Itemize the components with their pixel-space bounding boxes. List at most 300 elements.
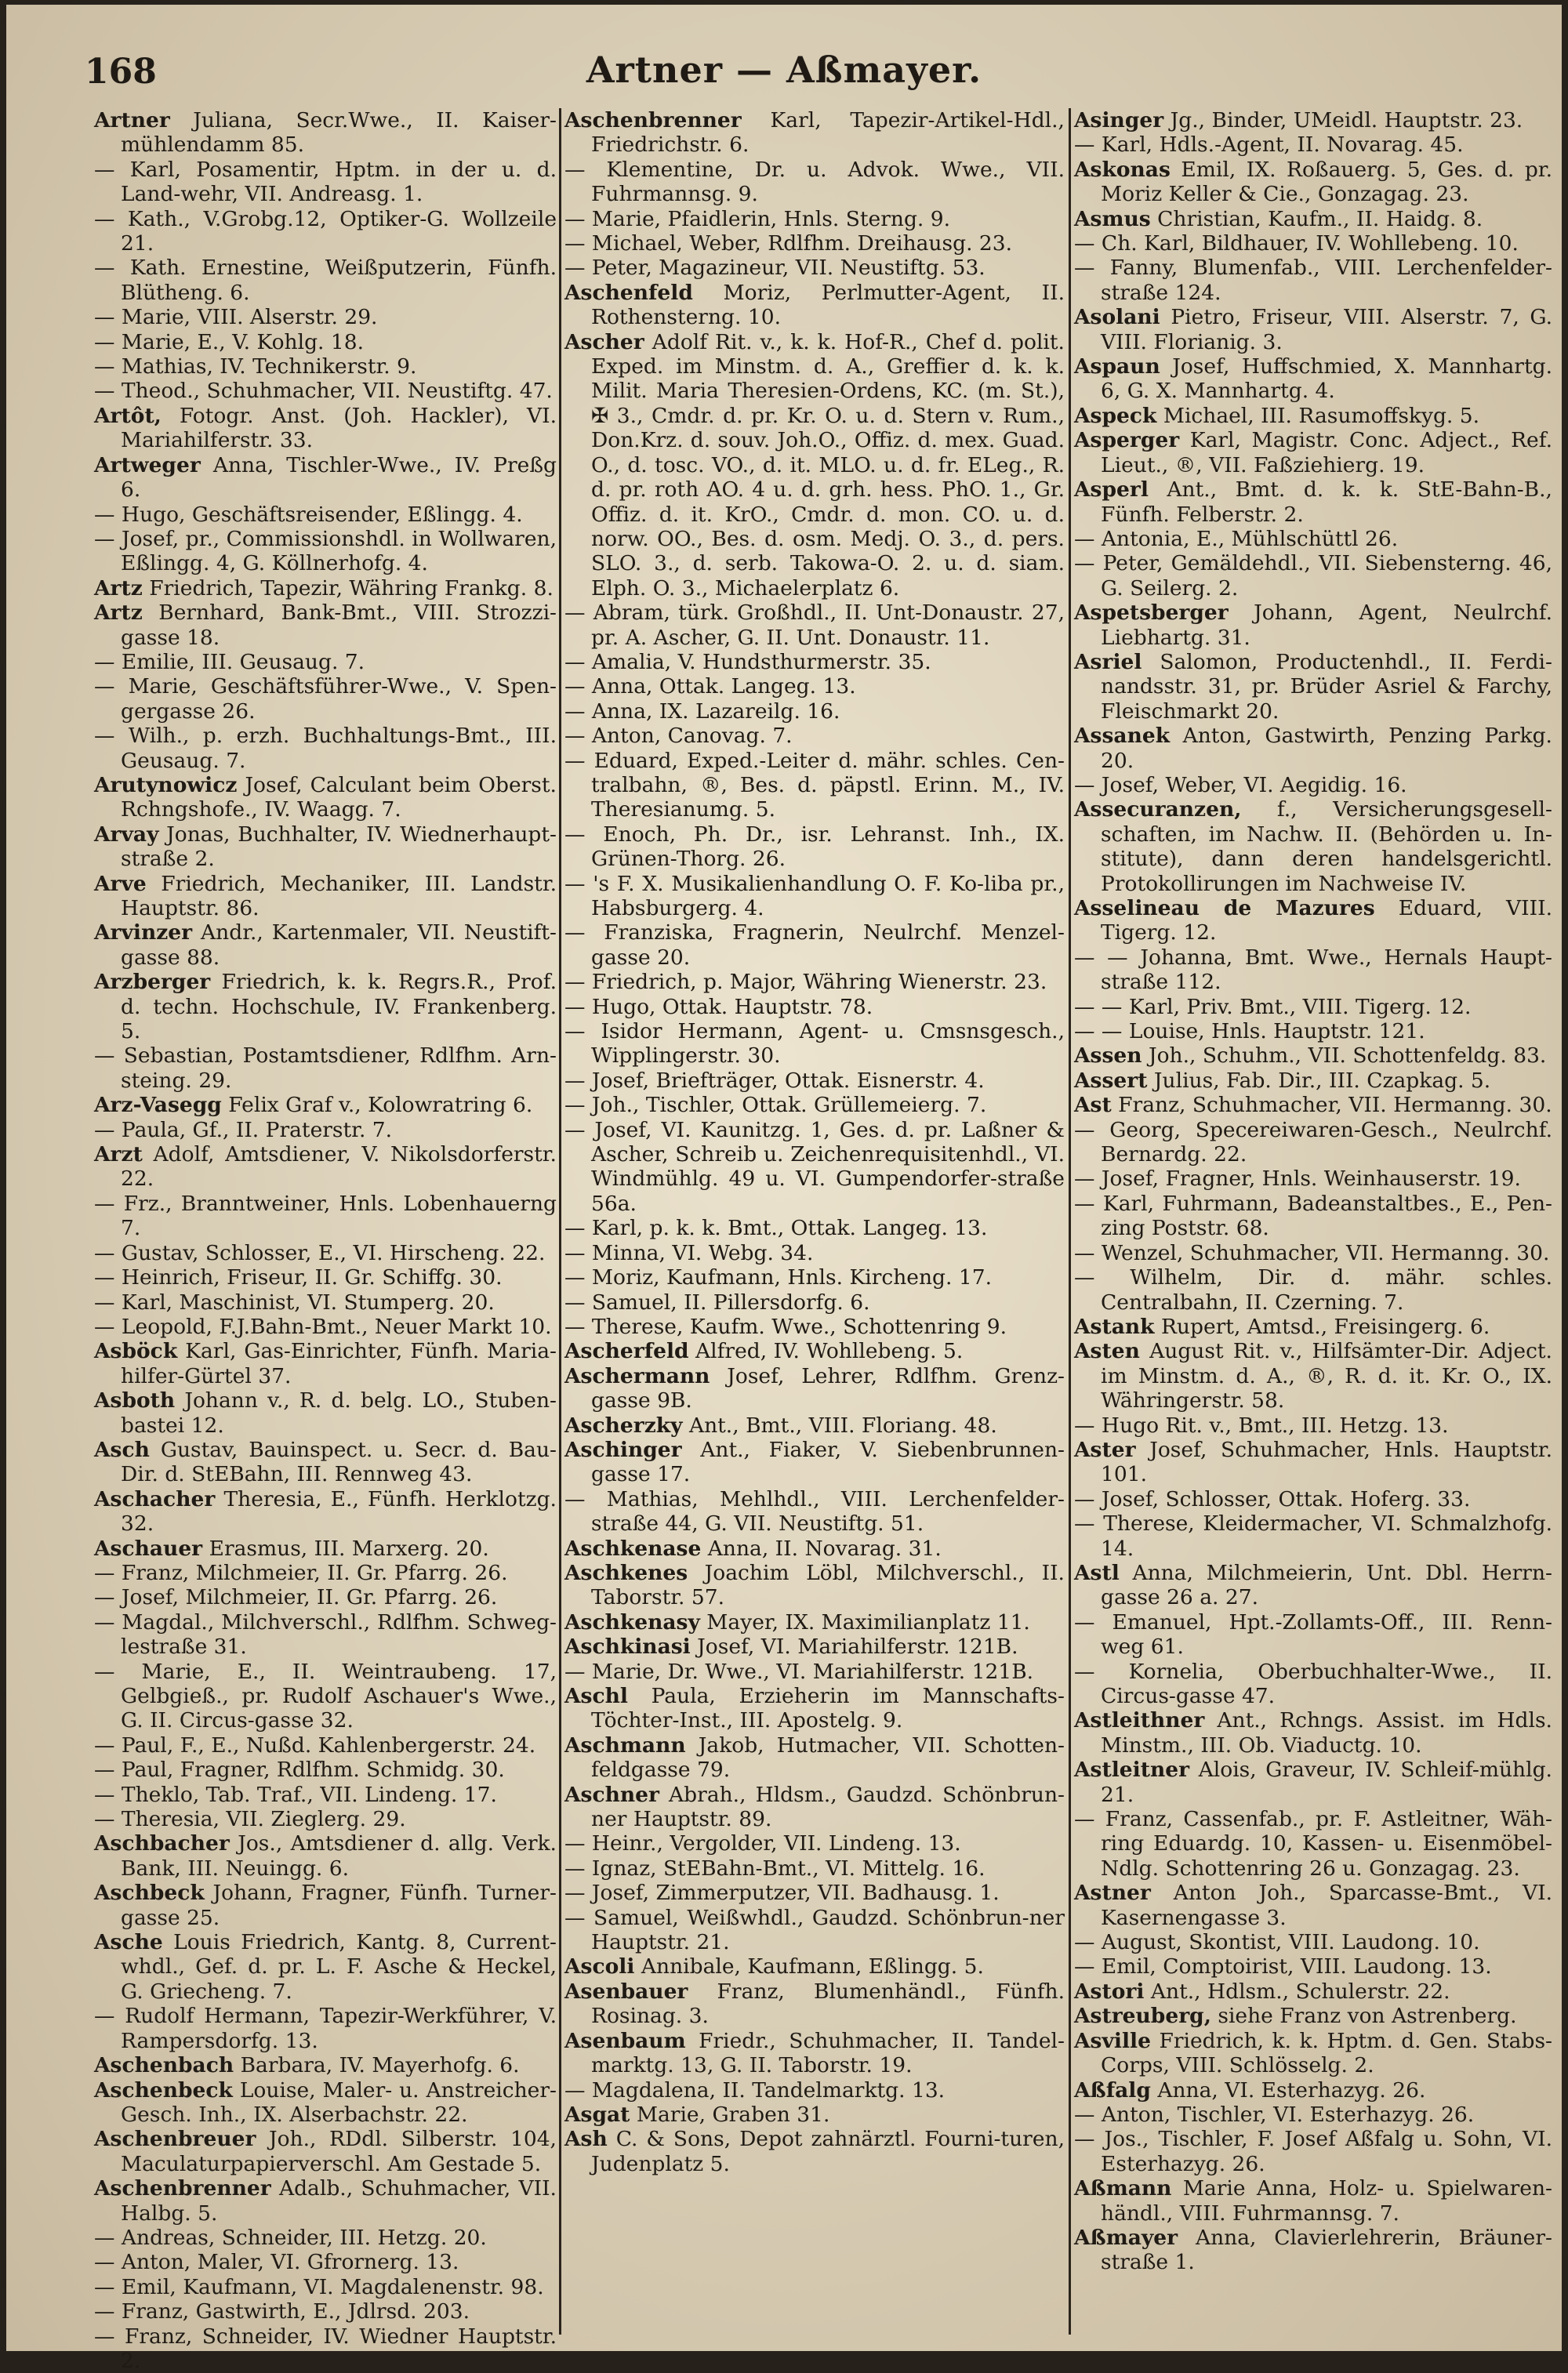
entry-details: — Emanuel, Hpt.-Zollamts-Off., III. Renn-weg 61. xyxy=(1074,1609,1552,1660)
directory-entry xyxy=(564,920,1065,970)
directory-entry xyxy=(94,2299,557,2324)
entry-details: Anna, Tischler-Wwe., IV. Preßg 6. xyxy=(121,452,557,503)
entry-details: Karl, Tapezir-Artikel-Hdl., Friedrichstr. 6. xyxy=(591,108,1065,158)
entry-details: Jg., Binder, UMeidl. Hauptstr. 23. xyxy=(1170,108,1523,132)
directory-entry xyxy=(1074,2078,1552,2103)
directory-entry xyxy=(1074,2103,1552,2127)
entry-details: — 's F. X. Musikalienhandlung O. F. Ko-liba pr., Habsburgerg. 4. xyxy=(564,871,1065,920)
directory-entry xyxy=(94,379,557,403)
entry-details: Anton, Gastwirth, Penzing Parkg. 20. xyxy=(1101,724,1552,773)
directory-entry xyxy=(1074,1881,1552,1930)
directory-entry xyxy=(564,674,1065,698)
entry-surname: Aschenbrenner xyxy=(94,2176,271,2201)
entry-details: — Kath., V.Grobg.12, Optiker-G. Wollzeile 21. xyxy=(94,206,557,256)
directory-entry xyxy=(1074,231,1552,256)
entry-details: — Paula, Gf., II. Praterstr. 7. xyxy=(94,1117,393,1142)
directory-entry xyxy=(1074,1561,1552,1610)
directory-entry xyxy=(1074,773,1552,797)
entry-details: — Anton, Maler, VI. Gfrornerg. 13. xyxy=(94,2250,459,2275)
directory-entry xyxy=(564,1537,1065,1561)
entry-details: — Therese, Kleidermacher, VI. Schmalzhofg. 14. xyxy=(1074,1511,1552,1561)
entry-details: — Franz, Schneider, IV. Wiedner Hauptstr. 2. xyxy=(94,2324,557,2373)
entry-details: Anna, Clavierlehrerin, Bräuner-straße 1. xyxy=(1101,2225,1552,2275)
entry-details: Joachim Löbl, Milchverschl., II. Taborstr. 57. xyxy=(591,1560,1065,1610)
directory-entry xyxy=(94,1315,557,1339)
entry-details: Michael, III. Rasumoffskyg. 5. xyxy=(1163,403,1480,428)
entry-details: — Karl, p. k. k. Bmt., Ottak. Langeg. 13. xyxy=(564,1216,988,1241)
entry-details: Gustav, Bauinspect. u. Secr. d. Bau-Dir. d. StEBahn, III. Rennweg 43. xyxy=(121,1437,557,1487)
directory-entry xyxy=(1074,2226,1552,2275)
directory-entry xyxy=(94,1881,557,1930)
directory-entry xyxy=(94,2004,557,2053)
entry-details: — Hugo Rit. v., Bmt., III. Hetzg. 13. xyxy=(1074,1413,1449,1438)
entry-details: — Moriz, Kaufmann, Hnls. Kircheng. 17. xyxy=(564,1265,992,1290)
entry-surname: Arzberger xyxy=(94,970,211,995)
entry-surname: Artner xyxy=(94,108,170,132)
page-number: 168 xyxy=(85,52,157,92)
entry-details: Pietro, Friseur, VIII. Alserstr. 7, G. VIII. Florianig. 3. xyxy=(1101,305,1552,354)
directory-entry xyxy=(94,453,557,503)
entry-surname: Astl xyxy=(1074,1560,1120,1585)
entry-surname: Asinger xyxy=(1074,108,1164,132)
entry-details: — Kornelia, Oberbuchhalter-Wwe., II. Circus-gasse 47. xyxy=(1074,1659,1552,1708)
entry-details: Paula, Erzieherin im Mannschafts-Töchter-Inst., III. Apostelg. 9. xyxy=(591,1684,1065,1733)
entry-details: Salomon, Productenhdl., II. Ferdi-nandsstr. 31, pr. Brüder Asriel & Farchy, Fleischmarkt 20. xyxy=(1101,649,1552,724)
directory-entry xyxy=(94,1241,557,1265)
entry-surname: Asboth xyxy=(94,1388,176,1413)
entry-details: Felix Graf v., Kolowratring 6. xyxy=(228,1093,533,1118)
directory-entry xyxy=(1074,108,1552,132)
directory-entry xyxy=(94,1561,557,1585)
entry-details: — — Louise, Hnls. Hauptstr. 121. xyxy=(1074,1019,1425,1044)
directory-entry xyxy=(564,1438,1065,1487)
directory-entry xyxy=(94,404,557,453)
entry-details: — Emilie, III. Geusaug. 7. xyxy=(94,649,365,674)
entry-details: Adalb., Schuhmacher, VII. Halbg. 5. xyxy=(121,2176,557,2226)
entry-details: — Marie, Geschäftsführer-Wwe., V. Spen-gergasse 26. xyxy=(94,674,557,724)
entry-surname: Aspetsberger xyxy=(1074,601,1229,626)
directory-entry xyxy=(94,2053,557,2077)
directory-entry xyxy=(1074,1043,1552,1068)
entry-details: — Karl, Maschinist, VI. Stumperg. 20. xyxy=(94,1290,495,1315)
directory-page xyxy=(6,5,1562,2373)
entry-details: — Amalia, V. Hundsthurmerstr. 35. xyxy=(564,649,931,674)
directory-entry xyxy=(94,970,557,1043)
directory-entry xyxy=(94,822,557,872)
entry-details: Anna, Milchmeierin, Unt. Dbl. Herrn-gasse 26 a. 27. xyxy=(1101,1560,1552,1610)
entry-details: — Enoch, Ph. Dr., isr. Lehranst. Inh., IX. Grünen-Thorg. 26. xyxy=(564,822,1065,872)
entry-surname: Aßfalg xyxy=(1074,2077,1151,2103)
directory-entry xyxy=(94,576,557,601)
directory-entry xyxy=(94,872,557,921)
entry-details: — Marie, VIII. Alserstr. 29. xyxy=(94,305,378,330)
directory-entry xyxy=(564,1364,1065,1413)
directory-entry xyxy=(564,256,1065,280)
entry-details: — Hugo, Ottak. Hauptstr. 78. xyxy=(564,994,873,1019)
entry-details: f., Versicherungsgesell-schaften, im Nachw. II. (Behörden u. In-stitute), dann deren handelsgerichtl. Protokollirungen im Nachweise IV. xyxy=(1101,797,1552,896)
directory-entry xyxy=(564,2078,1065,2103)
entry-details: — August, Skontist, VIII. Laudong. 10. xyxy=(1074,1930,1480,1955)
entry-details: Adolf Rit. v., k. k. Hof-R., Chef d. polit. Exped. im Minstm. d. A., Greffier d. k. k. Milit. Maria Theresien-Ordens, KC. (m. St.), ✠ 3., Cmdr. d. pr. Kr. O. u. d. Stern v. Rum., Don.Krz. d. souv. Joh.O., Offiz. d. mex. Guad. O., d. tosc. VO., d. it. MLO. u. d. fr. ELeg., R. d. pr. roth AO. 4 u. d. grh. hess. PhO. 1., Gr. Offiz. d. it. KrO., Cmdr. d. mon. CO. u. d. norw. OO., Bes. d. osm. Medj. O. 3., d. pers. SLO. 3., d. serb. Takowa-O. 2. u. d. siam. Elph. O. 3., Michaelerplatz 6. xyxy=(591,329,1065,601)
directory-entry xyxy=(564,1019,1065,1069)
directory-entry xyxy=(1074,945,1552,995)
directory-entry xyxy=(564,1216,1065,1240)
entry-details: — Karl, Hdls.-Agent, II. Novarag. 45. xyxy=(1074,132,1464,158)
entry-surname: Asolani xyxy=(1074,305,1160,330)
directory-entry xyxy=(94,2127,557,2176)
entry-details: siehe Franz von Astrenberg. xyxy=(1218,2004,1517,2029)
entry-details: — Samuel, II. Pillersdorfg. 6. xyxy=(564,1290,870,1315)
entry-details: Jos., Amtsdiener d. allg. Verk. Bank, III. Neuingg. 6. xyxy=(121,1831,557,1881)
directory-entry xyxy=(564,1413,1065,1438)
entry-details: — Isidor Hermann, Agent- u. Cmsnsgesch., Wipplingerstr. 30. xyxy=(564,1019,1065,1069)
entry-surname: Ascherzky xyxy=(564,1413,683,1438)
column-divider xyxy=(1069,108,1071,2335)
directory-entry xyxy=(1074,305,1552,354)
entry-details: Emil, IX. Roßauerg. 5, Ges. d. pr. Moriz Keller & Cie., Gonzagag. 23. xyxy=(1101,157,1552,207)
entry-details: — Georg, Specereiwaren-Gesch., Neulrchf. Bernardg. 22. xyxy=(1074,1117,1552,1167)
directory-entry xyxy=(564,2127,1065,2176)
entry-details: — Friedrich, p. Major, Währing Wienerstr. 23. xyxy=(564,970,1047,995)
entry-surname: Aspaun xyxy=(1074,354,1160,379)
entry-details: Andr., Kartenmaler, VII. Neustift-gasse 88. xyxy=(121,920,557,970)
entry-details: Rupert, Amtsd., Freisingerg. 6. xyxy=(1160,1314,1490,1339)
directory-entry xyxy=(94,1758,557,1782)
directory-entry xyxy=(94,108,557,158)
entry-details: — Josef, Fragner, Hnls. Weinhauserstr. 19. xyxy=(1074,1167,1521,1192)
entry-details: Joh., RDdl. Silberstr. 104, Maculaturpapierverschl. Am Gestade 5. xyxy=(121,2127,557,2176)
entry-details: Louise, Maler- u. Anstreicher-Gesch. Inh., IX. Alserbachstr. 22. xyxy=(121,2077,557,2127)
entry-details: — Abram, türk. Großhdl., II. Unt-Donaustr. 27, pr. A. Ascher, G. II. Unt. Donaustr. 11. xyxy=(564,601,1065,650)
directory-entry xyxy=(1074,158,1552,207)
entry-details: — Hugo, Geschäftsreisender, Eßlingg. 4. xyxy=(94,502,523,527)
entry-details: Theresia, E., Fünfh. Herklotzg. 32. xyxy=(121,1486,557,1537)
entry-details: Alois, Graveur, IV. Schleif-mühlg. 21. xyxy=(1101,1758,1552,1807)
directory-entry xyxy=(94,1610,557,1660)
entry-surname: Ascher xyxy=(564,329,644,354)
directory-entry xyxy=(1074,1660,1552,1709)
directory-entry xyxy=(1074,1758,1552,1807)
entry-details: — Wilh., p. erzh. Buchhaltungs-Bmt., III. Geusaug. 7. xyxy=(94,724,557,773)
entry-surname: Astank xyxy=(1074,1314,1155,1339)
directory-entry xyxy=(1074,1192,1552,1241)
entry-surname: Arve xyxy=(94,871,147,896)
entry-surname: Aschbacher xyxy=(94,1831,230,1856)
entry-details: Ant., Rchngs. Assist. im Hdls. Minstm., III. Ob. Viaductg. 10. xyxy=(1101,1708,1552,1758)
entry-surname: Asch xyxy=(94,1437,150,1462)
entry-details: Johann, Agent, Neulrchf. Liebhartg. 31. xyxy=(1101,601,1552,650)
entry-details: Abrah., Hldsm., Gaudzd. Schönbrun-ner Hauptstr. 89. xyxy=(591,1782,1065,1832)
directory-entry xyxy=(94,1831,557,1881)
entry-details: Franz, Blumenhändl., Fünfh. Rosinag. 3. xyxy=(591,1979,1065,2029)
entry-details: Bernhard, Bank-Bmt., VIII. Strozzi-gasse 18. xyxy=(121,601,557,650)
entry-details: — Josef, pr., Commissionshdl. in Wollwaren, Eßlingg. 4, G. Köllnerhofg. 4. xyxy=(94,526,557,576)
directory-entry xyxy=(1074,1019,1552,1043)
entry-details: — Wenzel, Schuhmacher, VII. Hermanng. 30. xyxy=(1074,1240,1550,1265)
directory-entry xyxy=(94,256,557,305)
directory-entry xyxy=(94,773,557,822)
entry-details: — Emil, Comptoirist, VIII. Laudong. 13. xyxy=(1074,1954,1492,1979)
entry-details: — Theklo, Tab. Traf., VII. Lindeng. 17. xyxy=(94,1782,497,1807)
entry-surname: Astori xyxy=(1074,1979,1145,2004)
directory-entry xyxy=(94,1487,557,1537)
entry-details: — Marie, E., II. Weintraubeng. 17, Gelbgieß., pr. Rudolf Aschauer's Wwe., G. II. Circus-gasse 32. xyxy=(94,1659,557,1733)
entry-details: — Fanny, Blumenfab., VIII. Lerchenfelder-straße 124. xyxy=(1074,256,1552,305)
entry-details: Julius, Fab. Dir., III. Czapkag. 5. xyxy=(1153,1068,1491,1093)
entry-details: Moriz, Perlmutter-Agent, II. Rothensterng. 10. xyxy=(591,280,1065,330)
directory-entry xyxy=(564,1290,1065,1315)
entry-details: — Magdalena, II. Tandelmarktg. 13. xyxy=(564,2077,946,2103)
entry-surname: Aschkenase xyxy=(564,1536,702,1561)
directory-entry xyxy=(564,1733,1065,1783)
entry-details: — Frz., Branntweiner, Hnls. Lobenhauerng 7. xyxy=(94,1191,557,1241)
directory-entry xyxy=(94,305,557,329)
entry-details: Josef, Huffschmied, X. Mannhartg. 6, G. X. Mannhartg. 4. xyxy=(1101,354,1552,404)
directory-entry xyxy=(564,1906,1065,1955)
entry-details: Josef, Schuhmacher, Hnls. Hauptstr. 101. xyxy=(1101,1437,1552,1487)
entry-surname: Aschkinasi xyxy=(564,1635,691,1660)
directory-entry xyxy=(564,1093,1065,1117)
directory-entry xyxy=(1074,428,1552,477)
entry-surname: Asperger xyxy=(1074,428,1180,453)
entry-details: Marie Anna, Holz- u. Spielwaren-händl., VIII. Fuhrmannsg. 7. xyxy=(1101,2176,1552,2226)
directory-entry xyxy=(564,207,1065,231)
directory-entry xyxy=(94,1265,557,1290)
entry-details: Johann, Fragner, Fünfh. Turner-gasse 25. xyxy=(121,1881,557,1930)
entry-surname: Asville xyxy=(1074,2028,1151,2053)
entry-details: — Peter, Gemäldehdl., VII. Siebensterng. 46, G. Seilerg. 2. xyxy=(1074,551,1552,601)
directory-entry xyxy=(94,1142,557,1192)
directory-entry xyxy=(1074,404,1552,428)
entry-details: Anna, II. Novarag. 31. xyxy=(707,1536,942,1561)
entry-details: — Paul, F., E., Nußd. Kahlenbergerstr. 24. xyxy=(94,1733,536,1758)
entry-details: Marie, Graben 31. xyxy=(636,2102,830,2127)
entry-surname: Artweger xyxy=(94,452,201,477)
entry-details: — Wilhelm, Dir. d. mähr. schles. Centralbahn, II. Czerning. 7. xyxy=(1074,1265,1552,1315)
directory-entry xyxy=(564,1783,1065,1832)
directory-entry xyxy=(94,2176,557,2226)
directory-entry xyxy=(564,1265,1065,1290)
directory-entry xyxy=(94,1438,557,1487)
directory-entry xyxy=(94,724,557,773)
directory-entry xyxy=(1074,1979,1552,2004)
directory-entry xyxy=(564,699,1065,724)
directory-entry xyxy=(1074,1708,1552,1758)
column-right xyxy=(1074,108,1552,2335)
entry-details: Adolf, Amtsdiener, V. Nikolsdorferstr. 22. xyxy=(121,1142,557,1192)
entry-details: — Rudolf Hermann, Tapezir-Werkführer, V. Rampersdorfg. 13. xyxy=(94,2004,557,2053)
directory-entry xyxy=(1074,527,1552,551)
entry-details: — Antonia, E., Mühlschüttl 26. xyxy=(1074,526,1399,551)
page-header xyxy=(6,45,1562,100)
entry-details: Anna, VI. Esterhazyg. 26. xyxy=(1157,2077,1426,2103)
directory-entry xyxy=(564,1881,1065,1905)
directory-entry xyxy=(1074,354,1552,404)
entry-surname: Aschenfeld xyxy=(564,280,693,305)
entry-details: Juliana, Secr.Wwe., II. Kaiser-mühlendamm 85. xyxy=(121,108,557,158)
entry-details: — Karl, Fuhrmann, Badeanstaltbes., E., Pen-zing Poststr. 68. xyxy=(1074,1191,1552,1241)
directory-entry xyxy=(564,1831,1065,1856)
directory-entry xyxy=(564,108,1065,158)
entry-details: — Josef, Briefträger, Ottak. Eisnerstr. 4. xyxy=(564,1068,985,1093)
entry-details: C. & Sons, Depot zahnärztl. Fourni-turen, Judenplatz 5. xyxy=(591,2127,1065,2176)
directory-entry xyxy=(564,650,1065,674)
entry-surname: Aschacher xyxy=(94,1486,216,1511)
entry-surname: Assanek xyxy=(1074,724,1171,749)
directory-entry xyxy=(564,995,1065,1019)
directory-entry xyxy=(94,1290,557,1315)
directory-entry xyxy=(94,674,557,724)
entry-surname: Aschl xyxy=(564,1684,628,1708)
directory-entry xyxy=(1074,1093,1552,1117)
entry-details: — Theresia, VII. Zieglerg. 29. xyxy=(94,1807,406,1832)
directory-entry xyxy=(94,1043,557,1093)
entry-surname: Aßmayer xyxy=(1074,2225,1178,2250)
entry-surname: Asten xyxy=(1074,1339,1140,1364)
directory-entry xyxy=(94,1093,557,1117)
page-title: Artner — Aßmayer. xyxy=(586,49,982,91)
entry-details: — Franz, Milchmeier, II. Gr. Pfarrg. 26. xyxy=(94,1560,508,1585)
column-left xyxy=(94,108,557,2373)
entry-details: Ant., Fiaker, V. Siebenbrunnen-gasse 17. xyxy=(591,1437,1065,1487)
directory-entry xyxy=(564,1118,1065,1217)
entry-surname: Aschenbrenner xyxy=(564,108,742,132)
entry-details: — — Karl, Priv. Bmt., VIII. Tigerg. 12. xyxy=(1074,994,1472,1019)
directory-entry xyxy=(564,822,1065,872)
entry-surname: Artz xyxy=(94,575,143,601)
entry-details: Friedrich, Tapezir, Währing Frankg. 8. xyxy=(149,575,554,601)
entry-details: Josef, Lehrer, Rdlfhm. Grenz-gasse 9B. xyxy=(591,1363,1065,1413)
directory-entry xyxy=(94,2250,557,2274)
entry-surname: Aßmann xyxy=(1074,2176,1172,2201)
directory-entry xyxy=(564,1339,1065,1363)
entry-details: — Ch. Karl, Bildhauer, IV. Wohllebeng. 10. xyxy=(1074,231,1519,256)
entry-details: — Andreas, Schneider, III. Hetzg. 20. xyxy=(94,2225,487,2250)
entry-details: Barbara, IV. Mayerhofg. 6. xyxy=(240,2053,520,2078)
entry-details: Karl, Gas-Einrichter, Fünfh. Maria-hilfer-Gürtel 37. xyxy=(121,1339,557,1388)
entry-details: — Samuel, Weißwhdl., Gaudzd. Schönbrun-ner Hauptstr. 21. xyxy=(564,1905,1065,1955)
entry-details: — Leopold, F.J.Bahn-Bmt., Neuer Markt 10. xyxy=(94,1314,552,1339)
entry-details: — Franz, Cassenfab., pr. F. Astleitner, Wäh-ring Eduardg. 10, Kassen- u. Eisenmöbel-Ndlg. Schottenring 26 u. Gonzagag. 23. xyxy=(1074,1807,1552,1881)
directory-entry xyxy=(94,503,557,527)
entry-surname: Aschbeck xyxy=(94,1881,205,1906)
directory-entry xyxy=(94,2078,557,2128)
entry-details: Karl, Magistr. Conc. Adject., Ref. Lieut., ®, VII. Faßziehierg. 19. xyxy=(1101,428,1552,477)
entry-surname: Assecuranzen, xyxy=(1074,797,1242,822)
directory-entry xyxy=(94,1930,557,2004)
entry-details: Ant., Bmt., VIII. Floriang. 48. xyxy=(688,1413,997,1438)
entry-details: — Josef, Milchmeier, II. Gr. Pfarrg. 26. xyxy=(94,1585,498,1610)
directory-entry xyxy=(94,1192,557,1241)
entry-details: — Heinrich, Friseur, II. Gr. Schiffg. 30. xyxy=(94,1265,503,1290)
directory-entry xyxy=(1074,1069,1552,1093)
entry-surname: Assert xyxy=(1074,1068,1148,1093)
directory-entry xyxy=(564,749,1065,822)
entry-details: Eduard, VIII. Tigerg. 12. xyxy=(1101,896,1552,945)
entry-details: — Paul, Fragner, Rdlfhm. Schmidg. 30. xyxy=(94,1758,505,1783)
entry-details: — Marie, Pfaidlerin, Hnls. Sterng. 9. xyxy=(564,206,951,231)
directory-entry xyxy=(94,2324,557,2373)
directory-entry xyxy=(1074,2004,1552,2028)
entry-details: — Gustav, Schlosser, E., VI. Hirscheng. 22. xyxy=(94,1240,546,1265)
entry-details: — Anna, Ottak. Langeg. 13. xyxy=(564,674,856,699)
directory-entry xyxy=(1074,1438,1552,1487)
entry-details: — Therese, Kaufm. Wwe., Schottenring 9. xyxy=(564,1314,1007,1339)
entry-details: — Theod., Schuhmacher, VII. Neustiftg. 47. xyxy=(94,379,553,404)
entry-surname: Asche xyxy=(94,1930,163,1955)
entry-surname: Asriel xyxy=(1074,649,1142,674)
entry-details: — Josef, Weber, VI. Aegidig. 16. xyxy=(1074,772,1407,797)
directory-entry xyxy=(94,650,557,674)
directory-entry xyxy=(564,601,1065,650)
entry-details: August Rit. v., Hilfsämter-Dir. Adject. im Minstm. d. A., ®, R. d. it. Kr. O., IX. Währingerstr. 58. xyxy=(1101,1339,1552,1413)
directory-entry xyxy=(1074,650,1552,724)
entry-details: Fotogr. Anst. (Joh. Hackler), VI. Mariahilferstr. 33. xyxy=(121,403,557,453)
directory-entry xyxy=(94,920,557,970)
entry-details: — Klementine, Dr. u. Advok. Wwe., VII. Fuhrmannsg. 9. xyxy=(564,157,1065,207)
directory-entry xyxy=(94,1733,557,1758)
entry-details: Christian, Kaufm., II. Haidg. 8. xyxy=(1157,206,1483,231)
entry-details: — Michael, Weber, Rdlfhm. Dreihausg. 23. xyxy=(564,231,1013,256)
entry-surname: Aschinger xyxy=(564,1437,682,1462)
directory-entry xyxy=(1074,724,1552,773)
directory-entry xyxy=(94,2226,557,2250)
entry-details: Joh., Schuhm., VII. Schottenfeldg. 83. xyxy=(1148,1043,1547,1069)
entry-details: Mayer, IX. Maximilianplatz 11. xyxy=(706,1609,1030,1635)
directory-entry xyxy=(1074,2176,1552,2226)
entry-surname: Aschenbreuer xyxy=(94,2127,256,2152)
entry-details: — Kath. Ernestine, Weißputzerin, Fünfh. Blütheng. 6. xyxy=(94,256,557,305)
entry-details: — Heinr., Vergolder, VII. Lindeng. 13. xyxy=(564,1831,961,1856)
directory-entry xyxy=(1074,1930,1552,1954)
entry-surname: Asböck xyxy=(94,1339,178,1364)
entry-details: Louis Friedrich, Kantg. 8, Current-whdl., Gef. d. pr. L. F. Asche & Heckel, G. Griecheng. 7. xyxy=(121,1930,557,2004)
directory-entry xyxy=(1074,551,1552,601)
directory-entry xyxy=(1074,601,1552,650)
entry-surname: Asgat xyxy=(564,2102,630,2127)
entry-surname: Ascherfeld xyxy=(564,1339,689,1364)
directory-entry xyxy=(564,158,1065,207)
entry-surname: Asenbauer xyxy=(564,1979,688,2004)
entry-details: Annibale, Kaufmann, Eßlingg. 5. xyxy=(641,1954,984,1979)
directory-entry xyxy=(94,1807,557,1831)
entry-surname: Ascoli xyxy=(564,1954,635,1979)
entry-details: Ant., Bmt. d. k. k. StE-Bahn-B., Fünfh. Felberstr. 2. xyxy=(1101,477,1552,527)
entry-surname: Arutynowicz xyxy=(94,772,238,797)
directory-entry xyxy=(94,1118,557,1142)
entry-details: — Franziska, Fragnerin, Neulrchf. Menzel-gasse 20. xyxy=(564,920,1065,970)
directory-entry xyxy=(1074,1487,1552,1511)
directory-entry xyxy=(564,2029,1065,2078)
entry-details: — Josef, Zimmerputzer, VII. Badhausg. 1. xyxy=(564,1881,1000,1906)
entry-surname: Asselineau de Mazures xyxy=(1074,896,1375,920)
entry-details: — Peter, Magazineur, VII. Neustiftg. 53. xyxy=(564,256,985,281)
directory-entry xyxy=(94,330,557,354)
directory-entry xyxy=(1074,2127,1552,2176)
entry-surname: Astleithner xyxy=(1074,1708,1205,1733)
directory-entry xyxy=(564,1487,1065,1537)
entry-details: Josef, Calculant beim Oberst. Rchngshofe., IV. Waagg. 7. xyxy=(121,772,557,822)
entry-surname: Aschermann xyxy=(564,1363,710,1388)
directory-entry xyxy=(1074,1339,1552,1413)
directory-entry xyxy=(564,872,1065,921)
entry-surname: Assen xyxy=(1074,1043,1142,1069)
entry-details: — Joh., Tischler, Ottak. Grüllemeierg. 7. xyxy=(564,1093,987,1118)
entry-details: Erasmus, III. Marxerg. 20. xyxy=(209,1536,489,1561)
directory-entry xyxy=(1074,1167,1552,1191)
directory-entry xyxy=(1074,1241,1552,1265)
entry-details: — Karl, Posamentir, Hptm. in der u. d. Land-wehr, VII. Andreasg. 1. xyxy=(94,157,557,207)
